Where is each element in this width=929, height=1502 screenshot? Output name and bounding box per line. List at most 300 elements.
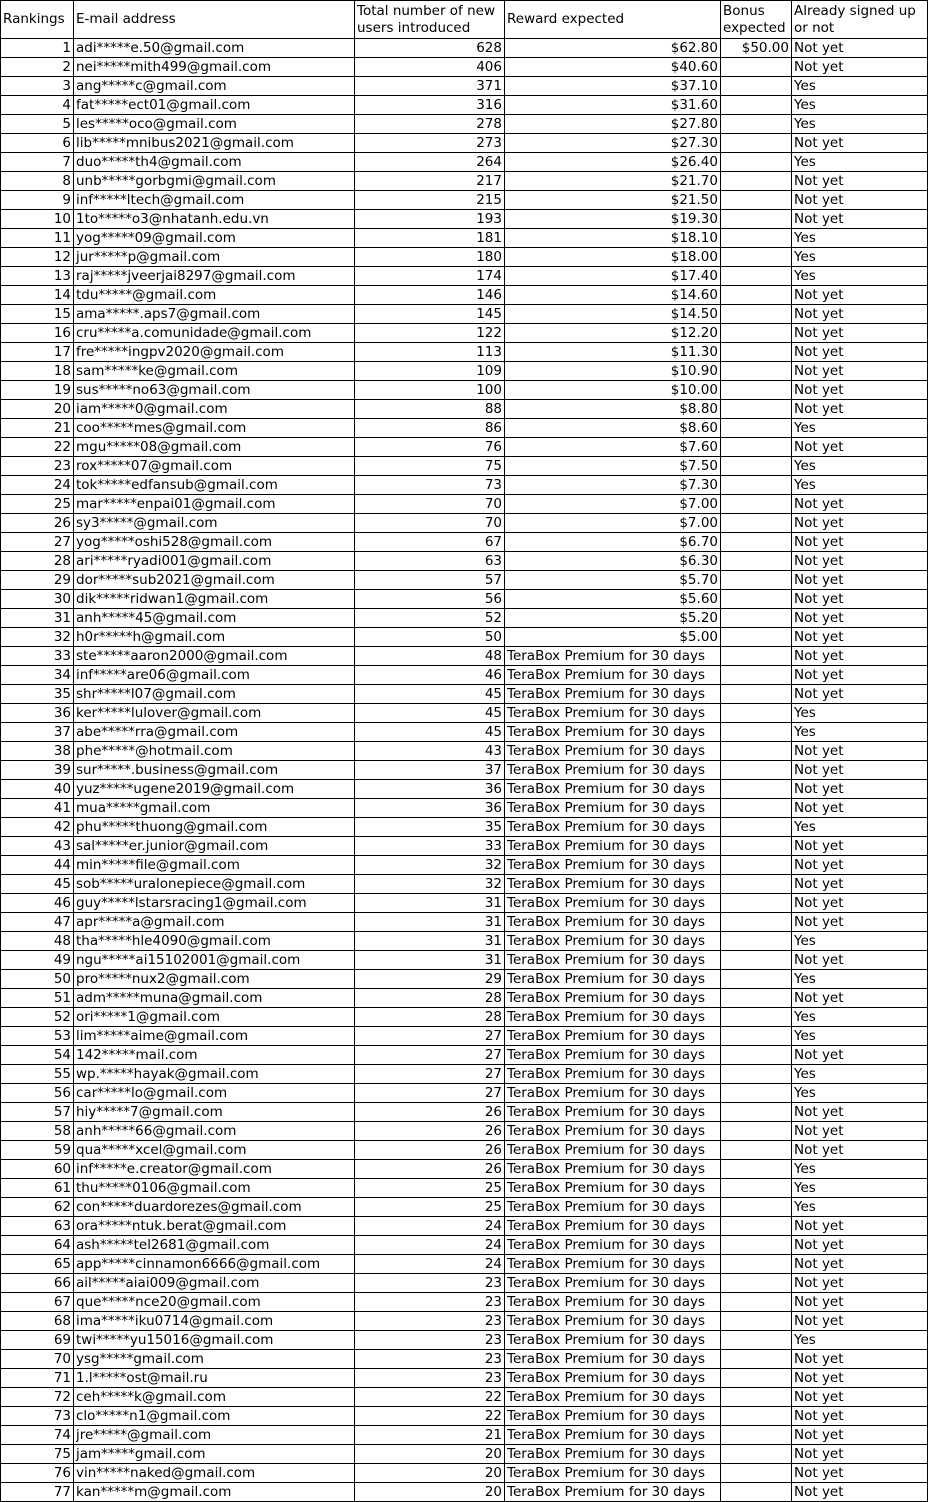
- email-cell: adi*****e.50@gmail.com: [74, 39, 355, 58]
- rank-cell: 76: [1, 1464, 74, 1483]
- users-cell: 23: [355, 1274, 505, 1293]
- table-row: [1, 1293, 928, 1312]
- reward-cell: $8.80: [505, 400, 721, 419]
- email-cell: kan*****m@gmail.com: [74, 1483, 355, 1502]
- signed-cell: Yes: [792, 1065, 928, 1084]
- email-cell: jur*****p@gmail.com: [74, 248, 355, 267]
- users-cell: 31: [355, 894, 505, 913]
- email-cell: ora*****ntuk.berat@gmail.com: [74, 1217, 355, 1236]
- rank-cell: 38: [1, 742, 74, 761]
- users-cell: 29: [355, 970, 505, 989]
- bonus-cell: [721, 1464, 792, 1483]
- reward-cell: TeraBox Premium for 30 days: [505, 894, 721, 913]
- table-header: [1, 1, 928, 39]
- reward-cell: $62.80: [505, 39, 721, 58]
- signed-cell: Not yet: [792, 39, 928, 58]
- bonus-cell: [721, 1217, 792, 1236]
- email-cell: thu*****0106@gmail.com: [74, 1179, 355, 1198]
- table-row: [1, 1217, 928, 1236]
- email-cell: clo*****n1@gmail.com: [74, 1407, 355, 1426]
- rank-cell: 69: [1, 1331, 74, 1350]
- users-cell: 52: [355, 609, 505, 628]
- signed-cell: Not yet: [792, 571, 928, 590]
- users-cell: 63: [355, 552, 505, 571]
- table-row: [1, 742, 928, 761]
- bonus-cell: [721, 134, 792, 153]
- rank-cell: 47: [1, 913, 74, 932]
- table-row: [1, 1103, 928, 1122]
- email-cell: yog*****oshi528@gmail.com: [74, 533, 355, 552]
- bonus-cell: [721, 799, 792, 818]
- table-row: [1, 229, 928, 248]
- reward-cell: $14.60: [505, 286, 721, 305]
- email-cell: anh*****66@gmail.com: [74, 1122, 355, 1141]
- signed-cell: Yes: [792, 153, 928, 172]
- bonus-cell: $50.00: [721, 39, 792, 58]
- table-row: [1, 457, 928, 476]
- signed-cell: Not yet: [792, 381, 928, 400]
- bonus-cell: [721, 723, 792, 742]
- rank-cell: 74: [1, 1426, 74, 1445]
- reward-cell: $11.30: [505, 343, 721, 362]
- rank-cell: 37: [1, 723, 74, 742]
- rank-cell: 34: [1, 666, 74, 685]
- email-cell: mgu*****08@gmail.com: [74, 438, 355, 457]
- rank-cell: 61: [1, 1179, 74, 1198]
- email-cell: cru*****a.comunidade@gmail.com: [74, 324, 355, 343]
- rank-cell: 62: [1, 1198, 74, 1217]
- users-cell: 56: [355, 590, 505, 609]
- reward-cell: $21.50: [505, 191, 721, 210]
- signed-cell: Yes: [792, 1160, 928, 1179]
- users-cell: 26: [355, 1141, 505, 1160]
- users-cell: 45: [355, 723, 505, 742]
- email-cell: phe*****@hotmail.com: [74, 742, 355, 761]
- users-cell: 27: [355, 1046, 505, 1065]
- email-cell: abe*****rra@gmail.com: [74, 723, 355, 742]
- reward-cell: TeraBox Premium for 30 days: [505, 856, 721, 875]
- email-cell: ceh*****k@gmail.com: [74, 1388, 355, 1407]
- bonus-cell: [721, 533, 792, 552]
- reward-cell: $5.60: [505, 590, 721, 609]
- reward-cell: $10.00: [505, 381, 721, 400]
- reward-cell: $17.40: [505, 267, 721, 286]
- signed-cell: Not yet: [792, 1255, 928, 1274]
- rank-cell: 50: [1, 970, 74, 989]
- bonus-cell: [721, 115, 792, 134]
- rank-cell: 39: [1, 761, 74, 780]
- table-row: [1, 856, 928, 875]
- signed-cell: Not yet: [792, 647, 928, 666]
- signed-cell: Not yet: [792, 1407, 928, 1426]
- reward-cell: $6.30: [505, 552, 721, 571]
- rank-cell: 12: [1, 248, 74, 267]
- table-row: [1, 533, 928, 552]
- bonus-cell: [721, 267, 792, 286]
- bonus-cell: [721, 1388, 792, 1407]
- bonus-cell: [721, 324, 792, 343]
- bonus-cell: [721, 837, 792, 856]
- email-cell: twi*****yu15016@gmail.com: [74, 1331, 355, 1350]
- reward-cell: TeraBox Premium for 30 days: [505, 1008, 721, 1027]
- bonus-cell: [721, 761, 792, 780]
- reward-cell: $14.50: [505, 305, 721, 324]
- bonus-cell: [721, 1008, 792, 1027]
- rank-cell: 52: [1, 1008, 74, 1027]
- rank-cell: 43: [1, 837, 74, 856]
- signed-cell: Not yet: [792, 1483, 928, 1502]
- reward-cell: TeraBox Premium for 30 days: [505, 1084, 721, 1103]
- table-row: [1, 248, 928, 267]
- table-row: [1, 438, 928, 457]
- table-row: [1, 1179, 928, 1198]
- users-cell: 88: [355, 400, 505, 419]
- bonus-cell: [721, 1046, 792, 1065]
- rank-cell: 35: [1, 685, 74, 704]
- signed-cell: Not yet: [792, 438, 928, 457]
- email-cell: tha*****hle4090@gmail.com: [74, 932, 355, 951]
- reward-cell: TeraBox Premium for 30 days: [505, 1236, 721, 1255]
- table-row: [1, 780, 928, 799]
- rank-cell: 18: [1, 362, 74, 381]
- rank-cell: 41: [1, 799, 74, 818]
- email-cell: ang*****c@gmail.com: [74, 77, 355, 96]
- users-cell: 24: [355, 1217, 505, 1236]
- reward-cell: $5.20: [505, 609, 721, 628]
- table-row: [1, 590, 928, 609]
- table-row: [1, 723, 928, 742]
- email-cell: shr*****l07@gmail.com: [74, 685, 355, 704]
- users-cell: 20: [355, 1483, 505, 1502]
- users-cell: 36: [355, 799, 505, 818]
- rank-cell: 68: [1, 1312, 74, 1331]
- table-row: [1, 1369, 928, 1388]
- table-row: [1, 1464, 928, 1483]
- signed-cell: Not yet: [792, 362, 928, 381]
- reward-cell: $18.00: [505, 248, 721, 267]
- users-cell: 70: [355, 514, 505, 533]
- rank-cell: 27: [1, 533, 74, 552]
- email-cell: rox*****07@gmail.com: [74, 457, 355, 476]
- email-cell: 1to*****o3@nhatanh.edu.vn: [74, 210, 355, 229]
- bonus-cell: [721, 666, 792, 685]
- rank-cell: 28: [1, 552, 74, 571]
- signed-cell: Yes: [792, 115, 928, 134]
- signed-cell: Not yet: [792, 400, 928, 419]
- table-row: [1, 1274, 928, 1293]
- users-cell: 27: [355, 1027, 505, 1046]
- bonus-cell: [721, 1426, 792, 1445]
- bonus-cell: [721, 96, 792, 115]
- signed-cell: Not yet: [792, 894, 928, 913]
- users-cell: 27: [355, 1084, 505, 1103]
- users-cell: 32: [355, 856, 505, 875]
- bonus-cell: [721, 571, 792, 590]
- signed-cell: Not yet: [792, 1122, 928, 1141]
- reward-cell: TeraBox Premium for 30 days: [505, 647, 721, 666]
- signed-cell: Yes: [792, 267, 928, 286]
- signed-cell: Not yet: [792, 799, 928, 818]
- rank-cell: 33: [1, 647, 74, 666]
- signed-cell: Not yet: [792, 1350, 928, 1369]
- table-row: [1, 1407, 928, 1426]
- email-cell: pro*****nux2@gmail.com: [74, 970, 355, 989]
- reward-cell: TeraBox Premium for 30 days: [505, 1141, 721, 1160]
- table-row: [1, 761, 928, 780]
- signed-cell: Yes: [792, 229, 928, 248]
- signed-cell: Not yet: [792, 1046, 928, 1065]
- rank-cell: 66: [1, 1274, 74, 1293]
- rank-cell: 55: [1, 1065, 74, 1084]
- email-cell: inf*****e.creator@gmail.com: [74, 1160, 355, 1179]
- reward-cell: TeraBox Premium for 30 days: [505, 780, 721, 799]
- signed-cell: Not yet: [792, 989, 928, 1008]
- signed-cell: Not yet: [792, 685, 928, 704]
- bonus-cell: [721, 58, 792, 77]
- table-row: [1, 381, 928, 400]
- signed-cell: Yes: [792, 932, 928, 951]
- rank-cell: 60: [1, 1160, 74, 1179]
- bonus-cell: [721, 1293, 792, 1312]
- rank-cell: 13: [1, 267, 74, 286]
- users-cell: 76: [355, 438, 505, 457]
- reward-cell: TeraBox Premium for 30 days: [505, 989, 721, 1008]
- table-row: [1, 153, 928, 172]
- signed-cell: Not yet: [792, 134, 928, 153]
- email-cell: phu*****thuong@gmail.com: [74, 818, 355, 837]
- reward-cell: TeraBox Premium for 30 days: [505, 1103, 721, 1122]
- rank-cell: 29: [1, 571, 74, 590]
- email-cell: iam*****0@gmail.com: [74, 400, 355, 419]
- table-row: [1, 989, 928, 1008]
- bonus-cell: [721, 77, 792, 96]
- email-cell: yuz*****ugene2019@gmail.com: [74, 780, 355, 799]
- rank-cell: 77: [1, 1483, 74, 1502]
- reward-cell: $37.10: [505, 77, 721, 96]
- rank-cell: 10: [1, 210, 74, 229]
- users-cell: 215: [355, 191, 505, 210]
- table-row: [1, 1065, 928, 1084]
- table-row: [1, 1008, 928, 1027]
- signed-cell: Not yet: [792, 951, 928, 970]
- users-cell: 22: [355, 1407, 505, 1426]
- signed-cell: Not yet: [792, 172, 928, 191]
- rank-cell: 2: [1, 58, 74, 77]
- bonus-cell: [721, 305, 792, 324]
- reward-cell: TeraBox Premium for 30 days: [505, 799, 721, 818]
- signed-cell: Yes: [792, 1084, 928, 1103]
- reward-cell: $7.50: [505, 457, 721, 476]
- bonus-cell: [721, 210, 792, 229]
- table-row: [1, 1084, 928, 1103]
- signed-cell: Not yet: [792, 1274, 928, 1293]
- table-row: [1, 1046, 928, 1065]
- email-cell: tdu*****@gmail.com: [74, 286, 355, 305]
- table-row: [1, 514, 928, 533]
- rank-cell: 42: [1, 818, 74, 837]
- email-cell: tok*****edfansub@gmail.com: [74, 476, 355, 495]
- rank-cell: 22: [1, 438, 74, 457]
- bonus-cell: [721, 286, 792, 305]
- bonus-cell: [721, 362, 792, 381]
- table-row: [1, 571, 928, 590]
- reward-cell: $26.40: [505, 153, 721, 172]
- email-cell: ail*****aiai009@gmail.com: [74, 1274, 355, 1293]
- table-row: [1, 134, 928, 153]
- table-row: [1, 894, 928, 913]
- bonus-cell: [721, 1084, 792, 1103]
- email-cell: 142*****mail.com: [74, 1046, 355, 1065]
- email-cell: inf*****ltech@gmail.com: [74, 191, 355, 210]
- bonus-cell: [721, 400, 792, 419]
- bonus-cell: [721, 1274, 792, 1293]
- users-cell: 316: [355, 96, 505, 115]
- signed-cell: Not yet: [792, 1103, 928, 1122]
- reward-cell: TeraBox Premium for 30 days: [505, 1027, 721, 1046]
- table-row: [1, 1122, 928, 1141]
- bonus-cell: [721, 438, 792, 457]
- users-cell: 23: [355, 1350, 505, 1369]
- users-cell: 628: [355, 39, 505, 58]
- bonus-cell: [721, 856, 792, 875]
- users-cell: 35: [355, 818, 505, 837]
- reward-cell: $7.00: [505, 514, 721, 533]
- bonus-cell: [721, 1160, 792, 1179]
- users-cell: 406: [355, 58, 505, 77]
- reward-cell: $27.30: [505, 134, 721, 153]
- users-cell: 22: [355, 1388, 505, 1407]
- table-row: [1, 1312, 928, 1331]
- reward-cell: TeraBox Premium for 30 days: [505, 951, 721, 970]
- table-row: [1, 343, 928, 362]
- email-cell: apr*****a@gmail.com: [74, 913, 355, 932]
- reward-cell: $40.60: [505, 58, 721, 77]
- table-row: [1, 875, 928, 894]
- email-cell: ori*****1@gmail.com: [74, 1008, 355, 1027]
- email-cell: hiy*****7@gmail.com: [74, 1103, 355, 1122]
- email-cell: ima*****iku0714@gmail.com: [74, 1312, 355, 1331]
- users-cell: 273: [355, 134, 505, 153]
- email-cell: qua*****xcel@gmail.com: [74, 1141, 355, 1160]
- reward-cell: TeraBox Premium for 30 days: [505, 723, 721, 742]
- signed-cell: Yes: [792, 1198, 928, 1217]
- users-cell: 45: [355, 704, 505, 723]
- bonus-cell: [721, 1445, 792, 1464]
- bonus-cell: [721, 1255, 792, 1274]
- signed-cell: Yes: [792, 77, 928, 96]
- bonus-cell: [721, 1198, 792, 1217]
- users-cell: 28: [355, 1008, 505, 1027]
- email-cell: coo*****mes@gmail.com: [74, 419, 355, 438]
- users-cell: 36: [355, 780, 505, 799]
- table-row: [1, 286, 928, 305]
- email-cell: sal*****er.junior@gmail.com: [74, 837, 355, 856]
- users-cell: 109: [355, 362, 505, 381]
- email-cell: anh*****45@gmail.com: [74, 609, 355, 628]
- reward-cell: TeraBox Premium for 30 days: [505, 1198, 721, 1217]
- rank-cell: 14: [1, 286, 74, 305]
- rank-cell: 32: [1, 628, 74, 647]
- rank-cell: 21: [1, 419, 74, 438]
- rank-cell: 72: [1, 1388, 74, 1407]
- email-cell: ker*****lulover@gmail.com: [74, 704, 355, 723]
- bonus-cell: [721, 780, 792, 799]
- signed-cell: Yes: [792, 818, 928, 837]
- rank-cell: 17: [1, 343, 74, 362]
- reward-cell: TeraBox Premium for 30 days: [505, 1217, 721, 1236]
- signed-cell: Not yet: [792, 590, 928, 609]
- rank-cell: 67: [1, 1293, 74, 1312]
- email-cell: raj*****jveerjai8297@gmail.com: [74, 267, 355, 286]
- users-cell: 31: [355, 932, 505, 951]
- rank-cell: 4: [1, 96, 74, 115]
- reward-cell: TeraBox Premium for 30 days: [505, 1407, 721, 1426]
- rank-cell: 63: [1, 1217, 74, 1236]
- bonus-cell: [721, 932, 792, 951]
- header-email: E-mail address: [74, 1, 355, 39]
- signed-cell: Not yet: [792, 609, 928, 628]
- email-cell: dik*****ridwan1@gmail.com: [74, 590, 355, 609]
- table-row: [1, 77, 928, 96]
- signed-cell: Not yet: [792, 514, 928, 533]
- rank-cell: 1: [1, 39, 74, 58]
- table-row: [1, 799, 928, 818]
- email-cell: dor*****sub2021@gmail.com: [74, 571, 355, 590]
- users-cell: 27: [355, 1065, 505, 1084]
- users-cell: 21: [355, 1426, 505, 1445]
- signed-cell: Yes: [792, 419, 928, 438]
- bonus-cell: [721, 1027, 792, 1046]
- rank-cell: 57: [1, 1103, 74, 1122]
- reward-cell: $5.00: [505, 628, 721, 647]
- signed-cell: Not yet: [792, 856, 928, 875]
- table-row: [1, 305, 928, 324]
- email-cell: fat*****ect01@gmail.com: [74, 96, 355, 115]
- reward-cell: TeraBox Premium for 30 days: [505, 1293, 721, 1312]
- table-row: [1, 400, 928, 419]
- reward-cell: TeraBox Premium for 30 days: [505, 970, 721, 989]
- bonus-cell: [721, 1103, 792, 1122]
- users-cell: 48: [355, 647, 505, 666]
- email-cell: h0r*****h@gmail.com: [74, 628, 355, 647]
- table-row: [1, 685, 928, 704]
- signed-cell: Not yet: [792, 495, 928, 514]
- table-row: [1, 96, 928, 115]
- signed-cell: Yes: [792, 1008, 928, 1027]
- users-cell: 43: [355, 742, 505, 761]
- email-cell: mar*****enpai01@gmail.com: [74, 495, 355, 514]
- table-row: [1, 666, 928, 685]
- bonus-cell: [721, 818, 792, 837]
- table-row: [1, 115, 928, 134]
- bonus-cell: [721, 248, 792, 267]
- signed-cell: Yes: [792, 723, 928, 742]
- rank-cell: 19: [1, 381, 74, 400]
- bonus-cell: [721, 875, 792, 894]
- rank-cell: 70: [1, 1350, 74, 1369]
- bonus-cell: [721, 419, 792, 438]
- rank-cell: 23: [1, 457, 74, 476]
- bonus-cell: [721, 1122, 792, 1141]
- rank-cell: 48: [1, 932, 74, 951]
- bonus-cell: [721, 1065, 792, 1084]
- bonus-cell: [721, 229, 792, 248]
- users-cell: 86: [355, 419, 505, 438]
- table-row: [1, 628, 928, 647]
- signed-cell: Not yet: [792, 1426, 928, 1445]
- reward-cell: TeraBox Premium for 30 days: [505, 932, 721, 951]
- reward-cell: TeraBox Premium for 30 days: [505, 1274, 721, 1293]
